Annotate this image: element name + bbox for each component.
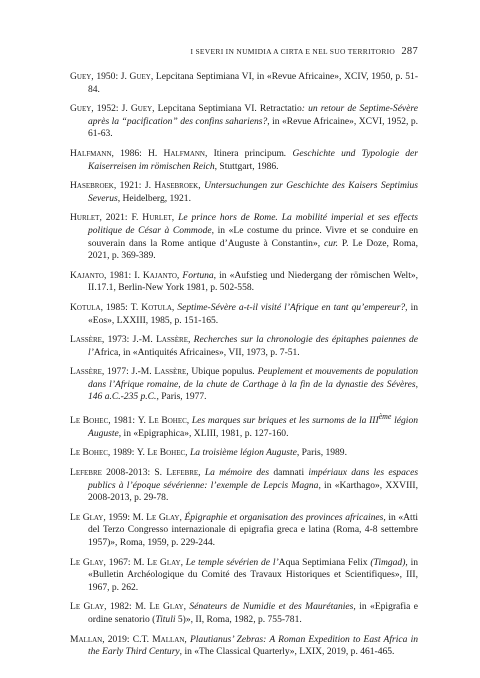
bibliography-entry <box>70 634 418 659</box>
entry-key: Le Glay, 1982: <box>70 601 132 613</box>
bibliography-entry <box>70 103 418 141</box>
entry-text-segment: P. Le Doze, Roma, 2021, p. 369-389. <box>88 237 418 262</box>
entry-text-segment: Aqua Septimiana Felix <box>278 556 371 568</box>
entry-text-segment: , in «Bulletin Archéologique du Comité des Travaux Historiques et Scientifiques», III, 1967, p. 262. <box>88 556 419 593</box>
entry-text-segment: , Stuttgart, 1986. <box>214 160 279 172</box>
entry-author: J.-M. Lassère, <box>132 334 191 346</box>
bibliography-entry <box>70 270 418 295</box>
entry-text-segment: , in «Eos», LXXIII, 1985, p. 151-165. <box>88 301 418 326</box>
entry-author: M. Le Glay, <box>135 601 186 613</box>
bibliography-entry <box>70 411 418 440</box>
entry-author: T. Kotula, <box>130 301 175 313</box>
entry-author: F. Hurlet, <box>131 212 175 224</box>
entry-text-segment: , in «Epigrafia e ordine senatorio ( <box>88 601 418 625</box>
entry-text-segment: , Heidelberg, 1921. <box>117 192 191 204</box>
entry-title-segment: Plautianus’ Zebras: A Roman Expedition to East Africa in the Early Third Century <box>88 633 419 658</box>
entry-title-segment: Épigraphie et organisation des provinces africaines <box>184 511 384 523</box>
entry-text-segment: Africa, in «Antiquités Africaines», VII, 1973, p. 7-51. <box>93 346 300 358</box>
running-head <box>70 47 418 57</box>
bibliography-entry <box>70 601 418 626</box>
entry-title-segment: Recherches sur la chronologie des épitaphes paiennes de l’ <box>88 334 419 358</box>
entry-title-segment: Sénateurs de Numidie et des Maurétanies <box>189 601 354 613</box>
entry-text-segment: 5)», II, Roma, 1982, p. 755-781. <box>175 613 302 625</box>
entry-title-segment: Le prince hors de Rome. La mobilité imperial et ses effects politique de César à Commode <box>88 212 419 236</box>
entry-title-segment: Les marques sur briques et les surnoms de la III <box>191 415 379 427</box>
entry-title-segment: La troisième légion Auguste <box>189 447 297 459</box>
entry-title-segment: Le temple sévérien de l’ <box>185 556 279 568</box>
entry-key: Lassère, 1973: <box>70 334 130 346</box>
entry-key: Mallan, 2019: <box>70 633 130 645</box>
entry-text-segment: Ubique populus <box>188 366 253 378</box>
entry-author: C.T. Mallan, <box>132 633 187 645</box>
entry-text-segment: , in «Le costume du prince. Vivre et se conduire en souverain dans la Rome antique d’Auguste à Constantin», <box>88 224 418 249</box>
entry-author: H. Halfmann, <box>148 147 208 159</box>
bibliography-entry <box>70 334 418 359</box>
entry-text-segment: , in «Karthago», XXVIII, 2008-2013, p. 29-78. <box>88 479 418 504</box>
entry-title-segment: légion Auguste <box>88 415 419 439</box>
entry-key: Hasebroek, 1921: <box>70 180 142 192</box>
entry-author: J. Guey, <box>120 71 154 82</box>
entry-key: Lassère, 1977: <box>70 366 129 378</box>
bibliography-entry <box>70 148 418 173</box>
entry-title-segment: . Geschichte und Typologie der Kaiserreisen im römischen Reich <box>88 147 418 172</box>
entry-author: Y. Le Bohec, <box>137 415 190 427</box>
entry-key: Le Glay, 1967: <box>70 556 131 568</box>
bibliography-entry <box>70 366 418 404</box>
entry-title-segment: ème <box>378 412 392 422</box>
entry-title-segment: . Peuplement et mouvements de population dans l’Afrique romaine, de la chute de Carthage à la fin de la dynastie des Sévères, 146 a.C.-235 p.C. <box>88 366 419 403</box>
entry-title-segment: Fortuna <box>182 269 214 281</box>
entry-text-segment: , in «Epigraphica», XLIII, 1981, p. 127-160. <box>118 427 289 439</box>
entry-key: Kotula, 1985: <box>70 301 128 313</box>
entry-key: Le Glay, 1959: <box>70 511 131 523</box>
entry-title-segment: cur. <box>323 237 339 249</box>
entry-title-segment: Tituli <box>155 613 176 625</box>
entry-author: J. Guey, <box>121 103 155 115</box>
entry-author: Y. Le Bohec, <box>136 447 188 459</box>
entry-key: Lefebre 2008-2013: <box>70 467 151 479</box>
entry-title-segment: Septime-Sévère a-t-il visité l’Afrique en tant qu’empereur? <box>177 301 406 313</box>
bibliography-list <box>70 71 418 666</box>
entry-text-segment: , in «Revue Africaine», XCVI, 1952, p. 61-63. <box>88 115 418 140</box>
entry-key: Le Bohec, 1989: <box>70 447 135 459</box>
entry-title-segment: (Timgad) <box>370 556 406 568</box>
bibliography-entry <box>70 212 418 262</box>
entry-title-segment: La mémoire des <box>204 467 270 479</box>
entry-title-segment: : un retour de Septime-Sévère après la “pacification” des confins sahariens? <box>88 103 419 127</box>
entry-author: I. Kajanto, <box>134 269 180 281</box>
entry-key: Guey, 1950: <box>70 71 119 82</box>
entry-text-segment: , Paris, 1977. <box>156 391 207 403</box>
bibliography-entry <box>70 302 418 327</box>
entry-text-segment: , in «The Classical Quarterly», LXIX, 2019, p. 461-465. <box>179 646 395 658</box>
page-number: 287 <box>401 46 418 57</box>
entry-author: M. Le Glay, <box>132 511 182 523</box>
entry-key: Le Bohec, 1981: <box>70 415 136 427</box>
bibliography-entry <box>70 447 418 460</box>
bibliography-entry <box>70 557 418 595</box>
entry-key: Guey, 1952: <box>70 103 119 115</box>
bibliography-entry <box>70 71 418 96</box>
entry-author: S. Lefebre, <box>154 467 201 479</box>
bibliography-entry <box>70 467 418 505</box>
entry-text-segment: Lepcitana Septimiana VI, in «Revue Africaine», XCIV, 1950, p. 51-84. <box>88 71 418 95</box>
running-title: I SEVERI IN NUMIDIA A CIRTA E NEL SUO TERRITORIO <box>190 47 396 56</box>
entry-text-segment: , Paris, 1989. <box>296 447 347 459</box>
entry-text-segment: damnati <box>269 467 309 479</box>
entry-key: Halfmann, 1986: <box>70 147 142 159</box>
entry-title-segment: impériaux dans les espaces publics à l’époque sévérienne: l’exemple de Lepcis Magna <box>88 467 419 491</box>
entry-text-segment: , in «Atti del Terzo Congresso internazionale di epigrafia greca e latina (Roma, 4-8 settembre 1957)», Roma, 1959, p. 229-244. <box>88 511 418 548</box>
entry-text-segment: Lepcitana Septimiana VI. Retractatio <box>154 103 302 115</box>
entry-key: Kajanto, 1981: <box>70 269 132 281</box>
bibliography-entry <box>70 180 418 205</box>
entry-text-segment: , in «Aufstieg und Niedergang der römischen Welt», II.17.1, Berlin-New York 1981, p. 502-558. <box>88 269 419 294</box>
entry-author: M. Le Glay, <box>133 556 183 568</box>
entry-text-segment: Itinera principum <box>207 147 284 159</box>
entry-title-segment: Untersuchungen zur Geschichte des Kaisers Septimius Severus <box>88 180 419 204</box>
entry-key: Hurlet, 2021: <box>70 212 128 224</box>
bibliography-entry <box>70 512 418 550</box>
entry-author: J.-M. Lassère, <box>131 366 189 378</box>
entry-author: J. Hasebroek, <box>144 180 201 192</box>
